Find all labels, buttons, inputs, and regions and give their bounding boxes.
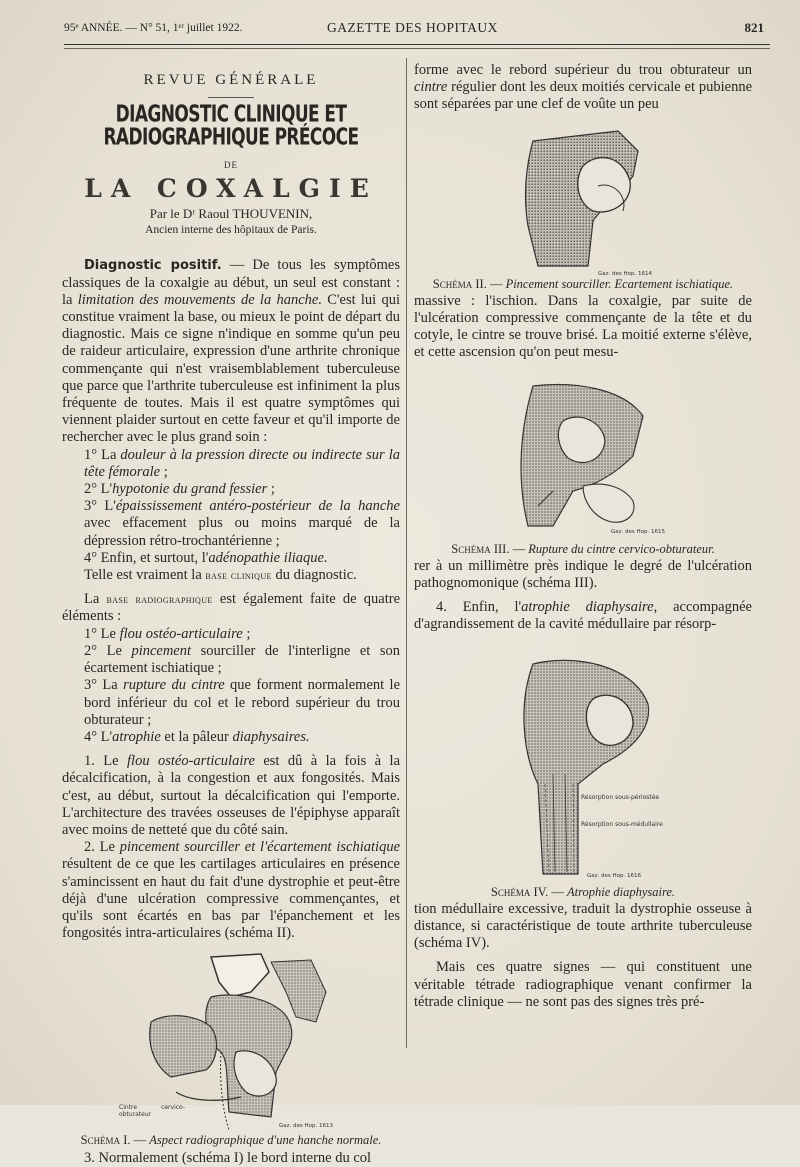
figure-credit: Gaz. des Hop. 1614	[598, 270, 652, 277]
text: 2° L'	[84, 481, 113, 498]
text: ;	[160, 463, 168, 480]
figure-label: Cintre cervico-obturateur	[119, 1104, 185, 1119]
paragraph	[414, 599, 752, 633]
text: Schéma III.	[451, 541, 510, 556]
emphasis: flou ostéo-articulaire	[127, 753, 255, 770]
list-item	[62, 481, 400, 498]
text: —	[548, 884, 567, 899]
figure-caption	[414, 276, 752, 293]
small-caps: base clinique	[205, 568, 272, 583]
author-title: Ancien interne des hôpitaux de Paris.	[145, 224, 317, 237]
list-item	[62, 498, 400, 550]
text: 1° La	[84, 446, 121, 463]
hip-radiograph-rupture	[493, 376, 673, 541]
list-item	[62, 447, 400, 481]
figure-caption	[414, 884, 752, 901]
list-item	[62, 677, 400, 729]
emphasis: flou ostéo-articulaire	[119, 625, 243, 642]
paragraph: rer à un millimètre près indique le degré de l'ulcération pathognomonique (schéma III).	[414, 557, 752, 592]
emphasis: pincement	[131, 642, 192, 659]
text: Telle est vraiment la	[84, 567, 206, 584]
text: est également faite de quatre éléments :	[62, 591, 401, 625]
text: —	[486, 276, 506, 291]
text: , accompagnée d'agrandissement de la cavité médullaire par résorp-	[414, 599, 752, 633]
emphasis: Pincement sourciller. Ecartement ischiatique.	[505, 276, 734, 291]
text: 4. Enfin, l'	[436, 599, 522, 616]
paragraph	[62, 567, 400, 584]
page-number: 821	[744, 20, 764, 35]
paragraph	[62, 753, 400, 839]
paragraph	[62, 257, 400, 446]
small-caps: base radiographique	[106, 592, 213, 607]
emphasis: atrophie diaphysaire	[521, 599, 654, 616]
figure-schema-4	[483, 644, 683, 884]
header-rule	[64, 44, 770, 45]
emphasis: adénopathie iliaque.	[208, 549, 328, 566]
figure-schema-2	[498, 126, 668, 276]
text: 2° Le	[84, 642, 132, 659]
issue-info: 95ᵉ ANNÉE. — N° 51, 1ᵉʳ juillet 1922.	[64, 22, 243, 34]
section-heading: REVUE GÉNÉRALE	[143, 72, 319, 88]
list-item	[62, 729, 400, 746]
text: 3° La	[84, 677, 124, 694]
title-connector: DE	[224, 159, 238, 170]
hip-radiograph-pincement	[498, 126, 668, 276]
column-divider	[406, 58, 407, 1048]
text: avec effacement plus ou moins marqué de la dépression rétro-trochantérienne ;	[84, 515, 400, 549]
emphasis: limitation des mouvements de la hanche.	[77, 291, 322, 308]
text: résultent de ce que les cartilages articulaires en présence s'amincissent en haut du fait d'une dystrophie et peut-être déjà d'une ulcération compressive commençantes, et qu'ils sont écartés en bas par l'épanchement et les fongosités intra-articulaires (schéma II).	[62, 856, 400, 942]
figure-label-medullary: Résorption sous-médullaire	[581, 820, 663, 828]
text: La	[84, 591, 107, 608]
emphasis: douleur à la pression directe ou indirecte sur la tête fémorale	[84, 446, 400, 480]
emphasis: Rupture du cintre cervico-obturateur.	[528, 541, 715, 556]
text: sourciller de l'interligne et son écartement ischiatique ;	[84, 642, 400, 677]
article-subject: LA COXALGIE	[84, 173, 378, 203]
emphasis: rupture du cintre	[123, 677, 225, 694]
emphasis: cintre	[414, 79, 448, 96]
text: — De tous les symptômes classiques de la coxalgie au début, un seul est constant : la	[62, 257, 400, 308]
emphasis: diaphysaires.	[232, 728, 310, 745]
emphasis: pincement sourciller et l'écartement ischiatique	[119, 839, 401, 856]
lead-phrase: Diagnostic positif.	[84, 258, 222, 274]
article-title: DIAGNOSTIC CLINIQUE ET RADIOGRAPHIQUE PRÉCOCE	[103, 101, 359, 152]
text: régulier dont les deux moitiés cervicale et pubienne sont séparées par une clef de voûte un peu	[414, 79, 752, 113]
figure-schema-1	[111, 952, 351, 1132]
text: est dû à la fois à la décalcification, à la congestion et aux fongosités. Mais c'est, au début, surtout la décalcification qui l'emporte. L'architecture des travées osseuses de l'épiphyse apparaît avec moins de netteté que du côté sain.	[62, 753, 400, 838]
emphasis: Atrophie diaphysaire.	[566, 884, 676, 899]
list-item	[62, 626, 400, 643]
journal-name: GAZETTE DES HOPITAUX	[327, 20, 498, 35]
emphasis: hypotonie du grand fessier	[112, 481, 268, 498]
text: du diagnostic.	[271, 567, 357, 584]
emphasis: épaississement antéro-postérieur de la hanche	[115, 498, 400, 515]
text: 4° Enfin, et surtout, l'	[84, 549, 209, 566]
text: 2. Le	[84, 839, 120, 856]
header-rule-thin	[64, 48, 770, 49]
right-column	[414, 62, 752, 1011]
text: 1° Le	[84, 625, 120, 642]
text: forme avec le rebord supérieur du trou obturateur un	[414, 62, 752, 78]
paragraph: massive : l'ischion. Dans la coxalgie, par suite de l'ulcération compressive commençante de la tête et du cotyle, le cintre se trouve brisé. La moitié externe s'élève, et cette ascension qu'on peut mesu-	[414, 292, 752, 361]
section-rule	[208, 97, 254, 98]
paragraph	[414, 62, 752, 114]
text: C'est lui qui constitue vraiment la base, ou mieux le point de départ du diagnostic. Mais ce signe n'indique en somme qu'un peu de raideur articulaire, expression d'une arthrite chronique commençante qui n'est vraisemblablement tuberculeuse que parce que l'arthrite tuberculeuse est infiniment la plus fréquente de toutes. Mais il est quatre symptômes qui viennent plaider surtout en cette faveur et qu'il importe de rechercher avec le plus grand soin :	[62, 291, 401, 446]
text: Schéma IV.	[490, 884, 549, 899]
emphasis: Aspect radiographique d'une hanche normale.	[149, 1133, 382, 1148]
list-item	[62, 550, 400, 567]
text: et la pâleur	[160, 728, 233, 745]
list-item	[62, 643, 400, 677]
text: —	[509, 541, 529, 556]
text: Schéma I.	[80, 1133, 131, 1148]
text: 4° L'	[84, 728, 113, 745]
text: ;	[242, 625, 251, 642]
text: Schéma II.	[432, 276, 487, 291]
text: —	[130, 1133, 150, 1148]
paragraph	[62, 591, 400, 625]
text: 1. Le	[84, 753, 128, 770]
author-line: Par le Dʳ Raoul THOUVENIN,	[149, 206, 313, 222]
text: 3° L'	[84, 498, 116, 515]
page-header	[64, 18, 770, 40]
paragraph: Mais ces quatre signes — qui constituent une véritable tétrade radiographique venant confirmer la tétrade clinique — ne sont pas des signes très pré-	[414, 959, 752, 1010]
paragraph	[62, 839, 400, 942]
figure-label-periosteal: Résorption sous-périostée	[581, 793, 660, 801]
left-column	[62, 62, 400, 1167]
figure-schema-3	[493, 376, 673, 541]
emphasis: atrophie	[112, 728, 161, 745]
figure-caption	[62, 1132, 400, 1149]
figure-credit: Gaz. des Hop. 1613	[279, 1123, 333, 1130]
figure-credit: Gaz. des Hop. 1616	[587, 872, 641, 879]
femur-diaphysis-atrophy	[483, 644, 683, 884]
text: que forment normalement le bord inférieur du col et le rebord supérieur du trou obturateur ;	[84, 677, 401, 728]
figure-caption	[414, 541, 752, 558]
paragraph: 3. Normalement (schéma I) le bord interne du col	[84, 1149, 372, 1166]
figure-credit: Gaz. des Hop. 1615	[611, 528, 665, 535]
text: ;	[267, 481, 275, 498]
paragraph: tion médullaire excessive, traduit la dystrophie osseuse à distance, si caractéristique de toute arthrite tuberculeuse (schéma IV).	[414, 900, 752, 952]
